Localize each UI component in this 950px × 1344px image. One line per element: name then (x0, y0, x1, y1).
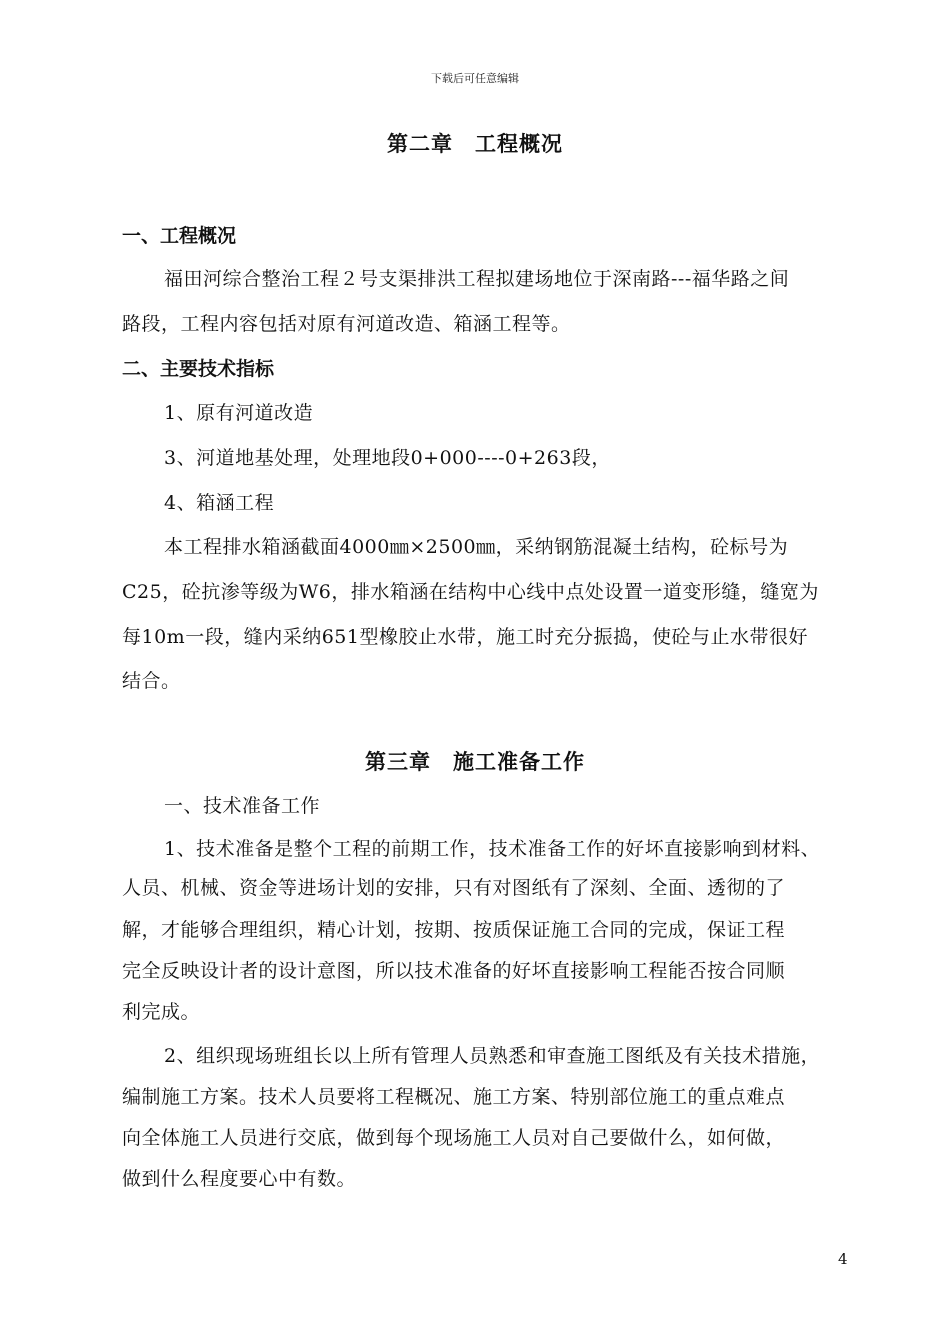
list-item: 1、原有河道改造 (164, 402, 314, 424)
section-2-heading: 二、主要技术指标 (122, 358, 275, 380)
paragraph-line: 编制施工方案。技术人员要将工程概况、施工方案、特别部位施工的重点难点 (122, 1086, 786, 1108)
paragraph-line: 向全体施工人员进行交底，做到每个现场施工人员对自己要做什么，如何做， (122, 1127, 786, 1149)
paragraph-line: 做到什么程度要心中有数。 (122, 1168, 357, 1190)
paragraph-line: 人员、机械、资金等进场计划的安排，只有对图纸有了深刻、全面、透彻的了 (122, 877, 786, 899)
page-number: 4 (838, 1250, 848, 1268)
chapter-3-title: 第三章 施工准备工作 (365, 749, 585, 774)
paragraph-line: 本工程排水箱涵截面4000㎜×2500㎜，采纳钢筋混凝土结构，砼标号为 (164, 536, 789, 558)
paragraph-line: 每10m一段，缝内采纳651型橡胶止水带，施工时充分振捣，使砼与止水带很好 (122, 626, 808, 648)
paragraph-line: 福田河综合整治工程２号支渠排洪工程拟建场地位于深南路---福华路之间 (164, 268, 790, 290)
paragraph-line: 解，才能够合理组织，精心计划，按期、按质保证施工合同的完成，保证工程 (122, 919, 786, 941)
paragraph-line: 1、技术准备是整个工程的前期工作，技术准备工作的好坏直接影响到材料、 (164, 838, 821, 860)
paragraph-line: 结合。 (122, 670, 181, 692)
sub-heading: 一、技术准备工作 (164, 795, 321, 817)
paragraph-line: 完全反映设计者的设计意图，所以技术准备的好坏直接影响工程能否按合同顺 (122, 960, 786, 982)
chapter-2-title: 第二章 工程概况 (387, 131, 563, 156)
paragraph-line: C25，砼抗渗等级为W6，排水箱涵在结构中心线中点处设置一道变形缝，缝宽为 (122, 581, 819, 603)
list-item: 4、箱涵工程 (164, 492, 275, 514)
list-item: 3、河道地基处理，处理地段0+000----0+263段， (164, 447, 611, 469)
section-1-heading: 一、工程概况 (122, 225, 237, 247)
paragraph-line: 2、组织现场班组长以上所有管理人员熟悉和审查施工图纸及有关技术措施， (164, 1045, 821, 1067)
paragraph-line: 利完成。 (122, 1001, 201, 1023)
page-header: 下载后可任意编辑 (431, 72, 519, 85)
paragraph-line: 路段，工程内容包括对原有河道改造、箱涵工程等。 (122, 313, 571, 335)
